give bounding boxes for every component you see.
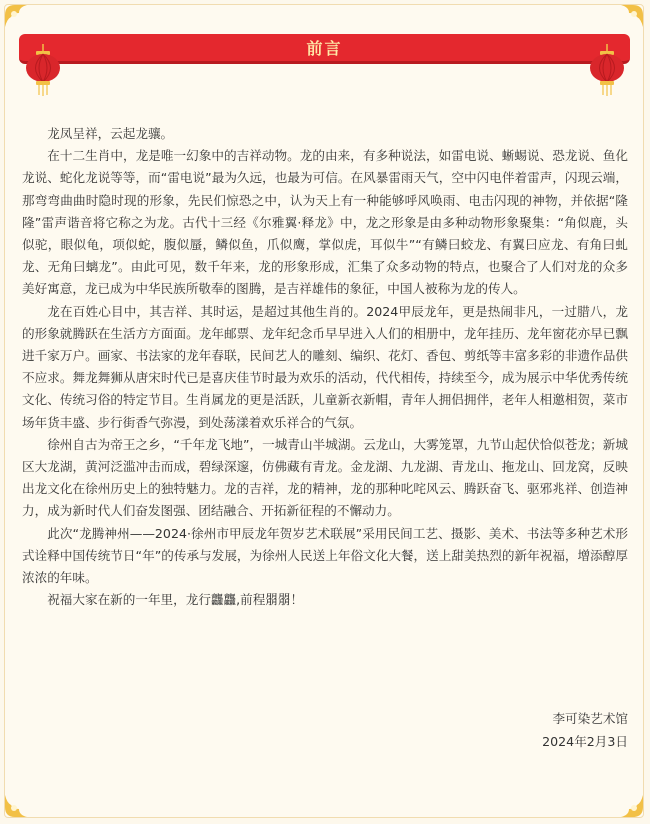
corner-ornament-icon [5, 5, 31, 31]
page-title: 前言 [306, 39, 343, 58]
paragraph-xuzhou: 徐州自古为帝王之乡，“千年龙飞地”，一城青山半城湖。云龙山，大雾笼罩，九节山起伏恰似苍龙；新城区大龙湖，黄河泛滥冲击而成，碧绿深邃，仿佛藏有青龙。金龙湖、九龙湖、青龙山、拖龙山、回龙窝，反映出龙文化在徐州历史上的独特魅力。龙的吉祥，龙的精神，龙的那种叱咤风云、腾跃奋飞、驱邪兆祥、创造神力，成为新时代人们奋发图强、团结融合、开拓新征程的不懈动力。 [22, 436, 628, 519]
paragraph-dragon-origin: 在十二生肖中，龙是唯一幻象中的吉祥动物。龙的由来，有多种说法，如雷电说、蜥蜴说、恐龙说、鱼化龙说、蛇化龙说等等，而“雷电说”最为久远，也最为可信。在风暴雷雨天气，空中闪电伴着雷声，闪现云端，那弯弯曲曲时隐时现的形象，先民们惊恐之中，认为天上有一种能够呼风唤雨、电击闪现的神物，并依据“隆隆”雷声谐音将它称之为龙。古代十三经《尔雅翼·释龙》中，龙之形象是由多种动物形象聚集：“角似鹿，头似驼，眼似龟，项似蛇，腹似蜃，鳞似鱼，爪似鹰，掌似虎，耳似牛”“有鳞曰蛟龙、有翼曰应龙、有角曰虬龙、无角曰螭龙”。由此可见，数千年来，龙的形象形成，汇集了众多动物的特点，也聚合了人们对龙的众多美好寓意，龙已成为中华民族所敬奉的图腾，是吉祥雄伟的象征，中国人被称为龙的传人。 [22, 148, 628, 297]
lantern-icon [23, 44, 63, 96]
paragraph-blessing: 祝福大家在新的一年里，龙行龘龘,前程朤朤！ [47, 592, 304, 608]
corner-ornament-icon [5, 791, 31, 817]
lantern-icon [587, 44, 627, 96]
preface-body [22, 123, 628, 611]
signature-block [328, 708, 628, 753]
signature-date: 2024年2月3日 [542, 733, 628, 749]
corner-ornament-icon [617, 5, 643, 31]
title-banner [19, 34, 630, 64]
paragraph-dragon-year: 龙在百姓心目中，其吉祥、其时运，是超过其他生肖的。2024甲辰龙年，更是热闹非凡，一过腊八，龙的形象就腾跃在生活方方面面。龙年邮票、龙年纪念币早早进入人们的相册中，龙年挂历、龙年窗花亦早已飘进千家万户。画家、书法家的龙年春联，民间艺人的雕刻、编织、花灯、香包、剪纸等丰富多彩的非遗作品供不应求。舞龙舞狮从唐宋时代已是喜庆佳节时最为欢乐的活动，代代相传，持续至今，成为展示中华优秀传统文化、传统习俗的特定节目。生肖属龙的更是活跃，儿童新衣新帽，青年人拥侣拥伴，老年人相邀相贺，菜市场年货丰盛、步行街香气弥漫，到处荡漾着欢乐祥合的气氛。 [22, 303, 628, 430]
signature-org: 李可染艺术馆 [552, 711, 628, 726]
corner-ornament-icon [617, 791, 643, 817]
paragraph-exhibition: 此次“龙腾神州——2024·徐州市甲辰龙年贺岁艺术联展”采用民间工艺、摄影、美术、书法等多种艺术形式诠释中国传统节日“年”的传承与发展，为徐州人民送上年俗文化大餐，送上甜美热烈的新年祝福，增添醇厚浓浓的年味。 [22, 525, 628, 586]
paragraph-opening: 龙凤呈祥，云起龙骧。 [47, 126, 174, 141]
